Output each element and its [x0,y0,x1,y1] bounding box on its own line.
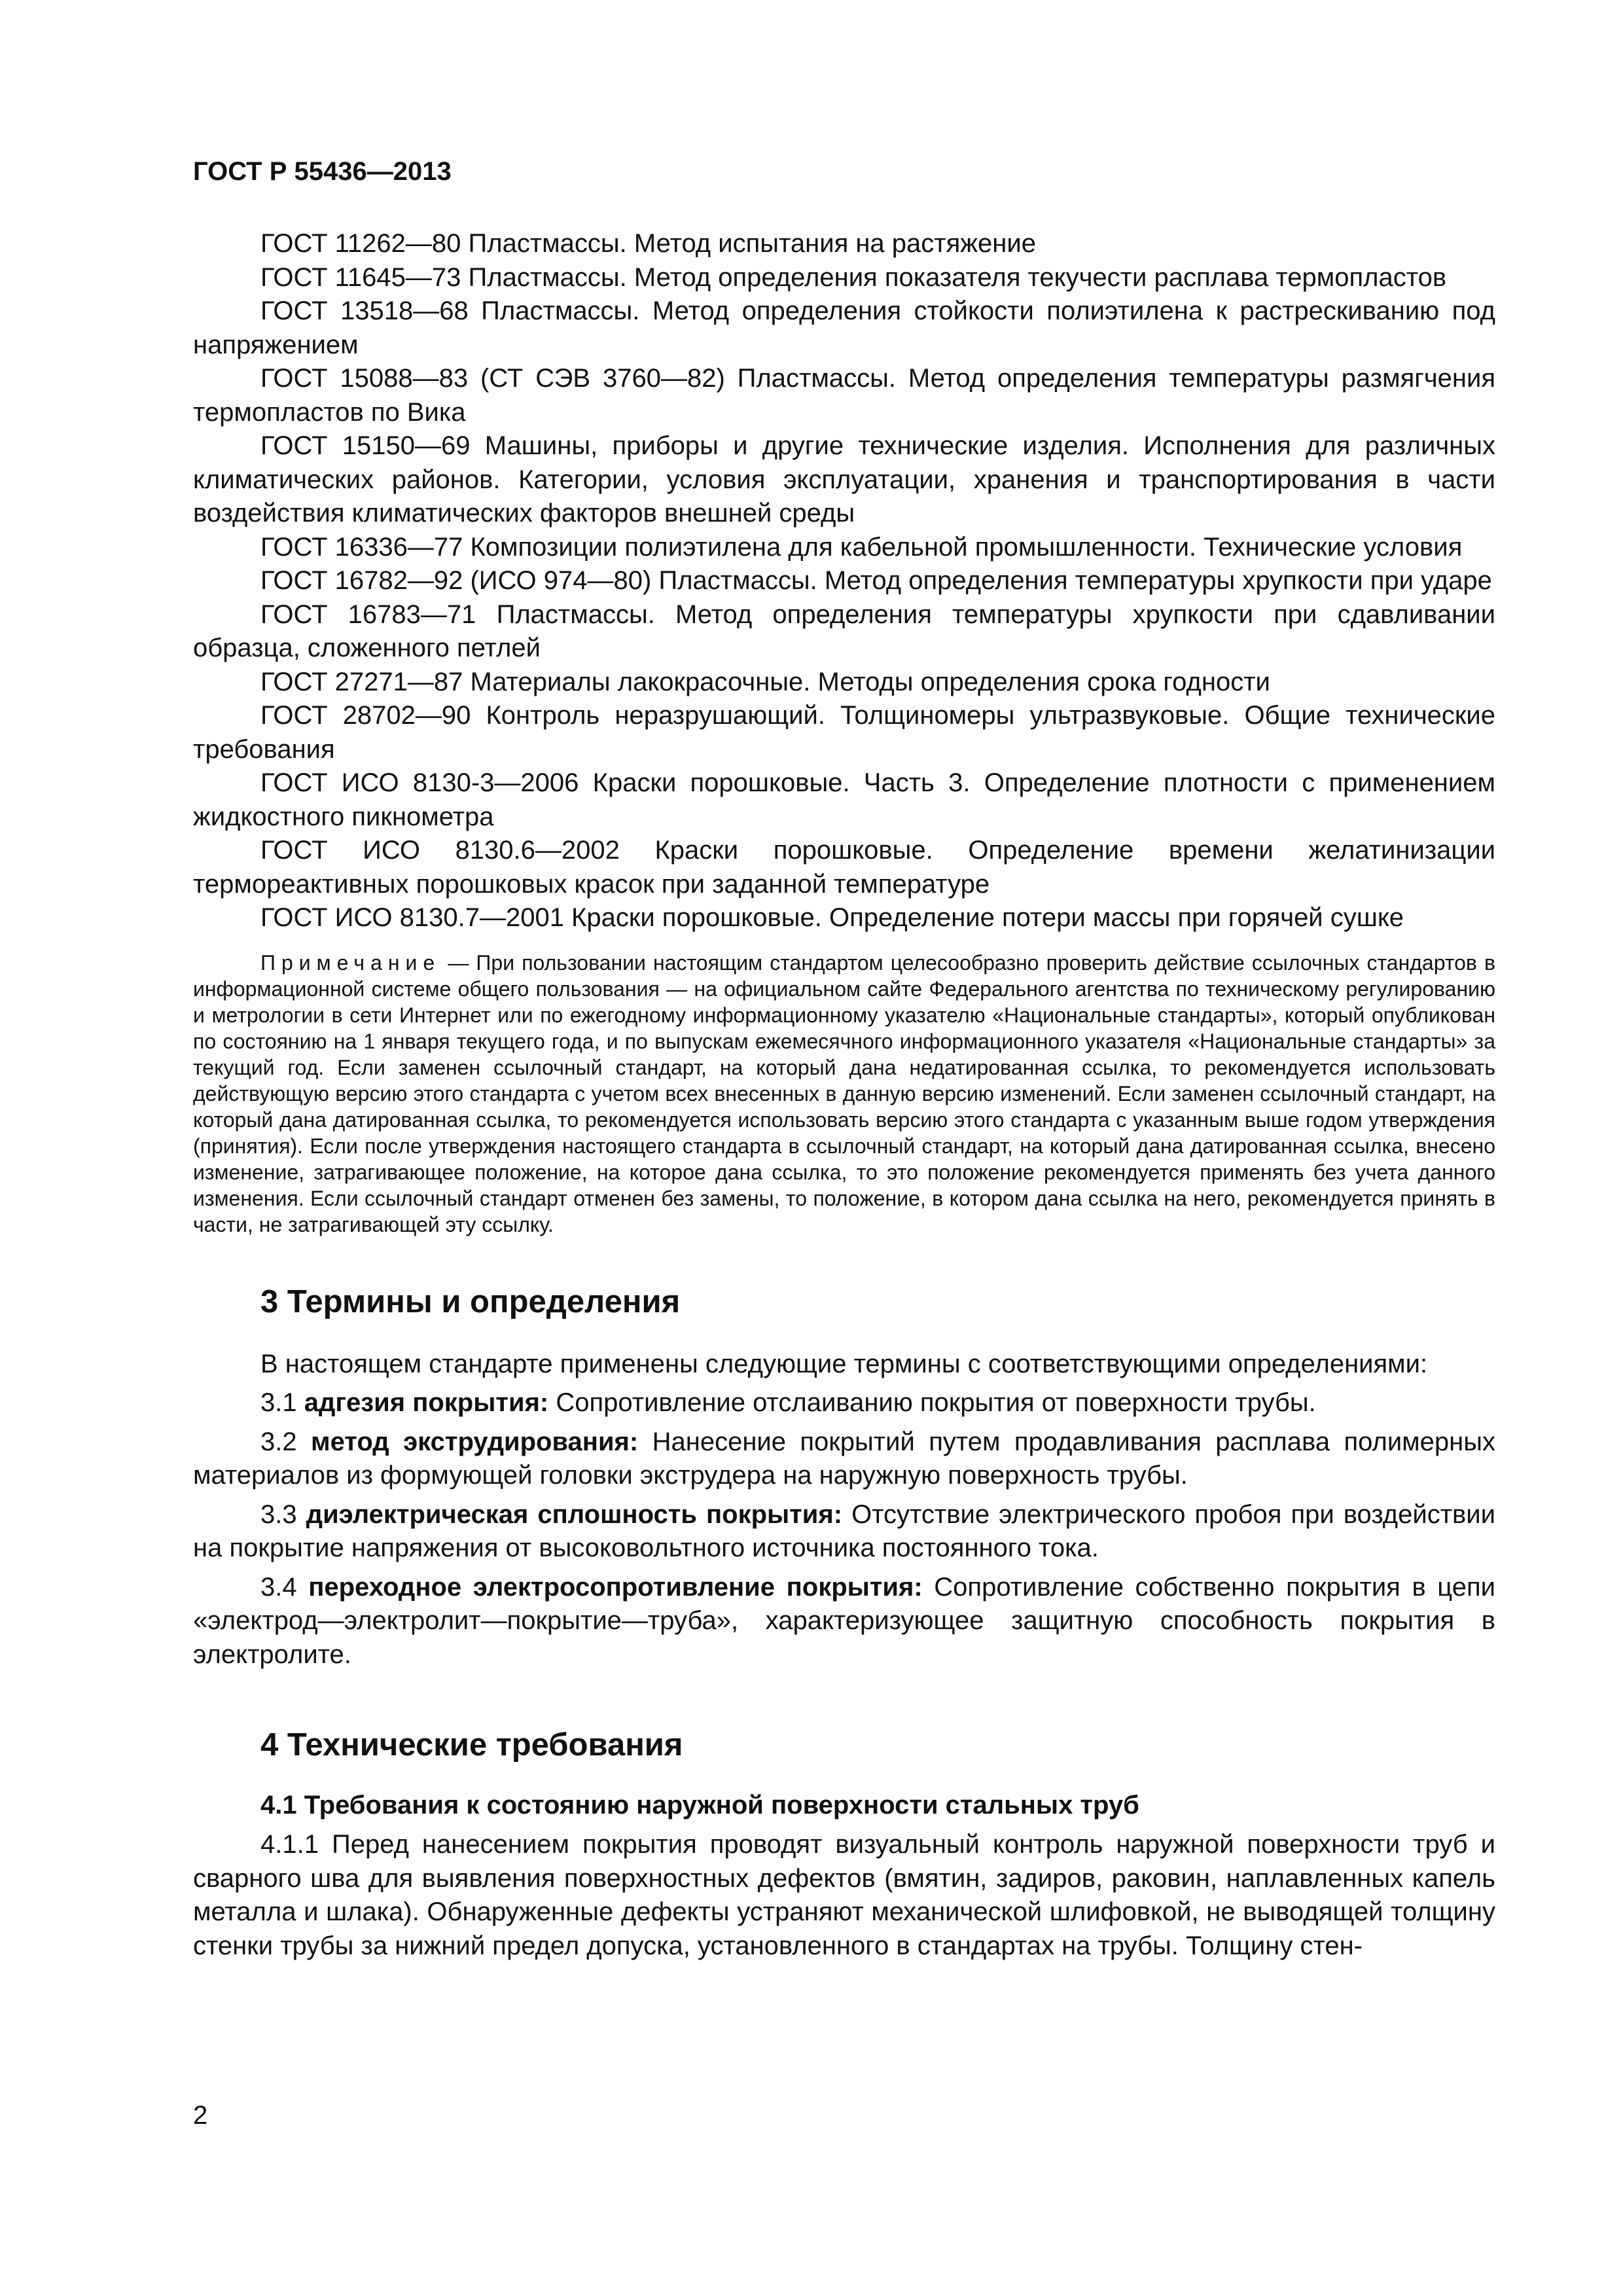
paragraph-4-1-1: 4.1.1 Перед нанесением покрытия проводят визуальный контроль наружной поверхности труб и сварного шва для выявления поверхностных дефектов (вмятин, задиров, раковин, наплавленных капель металла и шлака). Обнаруженные дефекты устраняют механической шлифовкой, не выводящей толщину стенки трубы за нижний предел допуска, установленного в стандартах на трубы. Толщину стен- [193,1830,1495,1960]
term-name: адгезия покрытия: [304,1388,549,1417]
term-definition [193,1386,1495,1420]
document-header: ГОСТ Р 55436—2013 [193,157,452,186]
section-3-intro: В настоящем стандарте применены следующие термины с соответствующими определениями: [260,1349,1428,1378]
term-text: Нанесение покрытий путем продавливания расплава полимерных материалов из формующей головки экструдера на наружную поверхность трубы. [193,1427,1495,1490]
reference-item: ГОСТ 28702—90 Контроль неразрушающий. Толщиномеры ультразвуковые. Общие технические требования [193,701,1495,764]
reference-item: ГОСТ 16336—77 Композиции полиэтилена для кабельной промышленности. Технические условия [260,532,1463,562]
note-paragraph [193,950,1495,1238]
reference-item: ГОСТ 11645—73 Пластмассы. Метод определения показателя текучести расплава термопластов [260,262,1447,292]
term-number: 3.2 [260,1427,311,1456]
term-definition [193,1426,1495,1493]
reference-item: ГОСТ 27271—87 Материалы лакокрасочные. Методы определения срока годности [260,667,1270,696]
reference-item: ГОСТ 11262—80 Пластмассы. Метод испытания на растяжение [260,229,1036,258]
reference-item: ГОСТ ИСО 8130-3—2006 Краски порошковые. Часть 3. Определение плотности с применением жидкостного пикнометра [193,768,1495,831]
term-number: 3.3 [260,1499,306,1529]
note-text: — При пользовании настоящим стандартом целесообразно проверить действие ссылочных стандартов в информационной системе общего пользования — на официальном сайте Федерального агентства по техническому регулированию и метрологии в сети Интернет или по ежегодному информационному указателю «Национальные стандарты», который опубликован по состоянию на 1 января текущего года, и по выпускам ежемесячного информационного указателя «Национальные стандарты» за текущий год. Если заменен ссылочный стандарт, на который дана недатированная ссылка, то рекомендуется использовать действующую версию этого стандарта с учетом всех внесенных в данную версию изменений. Если заменен ссылочный стандарт, на который дана датированная ссылка, то рекомендуется использовать версию этого стандарта с указанным выше годом утверждения (принятия). Если после утверждения настоящего стандарта в ссылочный стандарт, на который дана датированная ссылка, внесено изменение, затрагивающее положение, на которое дана ссылка, то это положение рекомендуется применять без учета данного изменения. Если ссылочный стандарт отменен без замены, то положение, в котором дана ссылка на него, рекомендуется принять в части, не затрагивающей эту ссылку. [193,950,1495,1236]
subsection-4-1-heading: 4.1 Требования к состоянию наружной поверхности стальных труб [260,1791,1139,1820]
term-definition [193,1571,1495,1672]
term-definition [193,1498,1495,1566]
term-text: Сопротивление собственно покрытия в цепи «электрод—электролит—покрытие—труба», характеризующее защитную способность покрытия в электролите. [193,1572,1496,1669]
reference-item: ГОСТ 16783—71 Пластмассы. Метод определения температуры хрупкости при сдавливании образца, сложенного петлей [193,600,1495,662]
note-label: Примечание [260,950,441,975]
reference-item: ГОСТ ИСО 8130.6—2002 Краски порошковые. Определение времени желатинизации термореактивных порошковых красок при заданной температуре [193,836,1495,899]
term-name: диэлектрическая сплошность покрытия: [306,1499,843,1529]
reference-item: ГОСТ 15150—69 Машины, приборы и другие технические изделия. Исполнения для различных климатических районов. Категории, условия эксплуатации, хранения и транспортирования в части воздействия климатических факторов внешней среды [193,431,1495,528]
term-name: метод экструдирования: [311,1427,639,1456]
reference-list [193,227,1495,935]
reference-item: ГОСТ 16782—92 (ИСО 974—80) Пластмассы. Метод определения температуры хрупкости при ударе [260,566,1492,595]
section-3-heading: 3 Термины и определения [260,1283,681,1319]
page-number: 2 [193,2101,208,2130]
reference-item: ГОСТ 15088—83 (СТ СЭВ 3760—82) Пластмассы. Метод определения температуры размягчения термопластов по Вика [193,364,1495,427]
term-text: Сопротивление отслаиванию покрытия от поверхности трубы. [548,1388,1316,1417]
section-4-heading: 4 Технические требования [260,1727,683,1763]
term-number: 3.1 [260,1388,304,1417]
reference-item: ГОСТ ИСО 8130.7—2001 Краски порошковые. Определение потери массы при горячей сушке [260,903,1404,932]
term-number: 3.4 [260,1572,309,1602]
document-page [193,157,1495,1968]
reference-item: ГОСТ 13518—68 Пластмассы. Метод определения стойкости полиэтилена к растрескиванию под напряжением [193,296,1495,359]
term-text: Отсутствие электрического пробоя при воздействии на покрытие напряжения от высоковольтного источника постоянного тока. [193,1499,1495,1562]
term-name: переходное электросопротивление покрытия: [308,1572,923,1602]
